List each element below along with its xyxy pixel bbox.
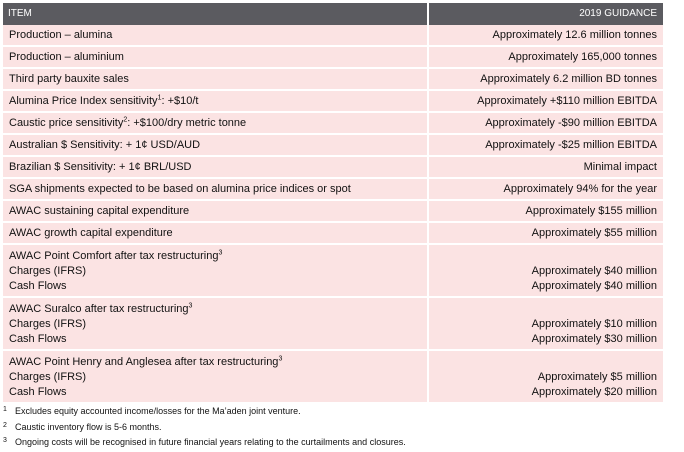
restructuring-row — [3, 245, 663, 298]
row-item-text: Caustic price sensitivity — [9, 117, 124, 129]
table-row — [3, 69, 663, 91]
restructuring-title-text: AWAC Point Comfort after tax restructuring — [9, 250, 219, 262]
restructuring-values — [429, 298, 663, 349]
row-value: Approximately $155 million — [429, 201, 663, 221]
row-item: AWAC sustaining capital expenditure — [3, 201, 427, 221]
footnote-number: 3 — [3, 437, 7, 444]
restructuring-labels — [3, 298, 427, 349]
restructuring-values — [429, 245, 663, 296]
table-row — [3, 201, 663, 223]
footnote-text: Ongoing costs will be recognised in future financial years relating to the curtailments and closures. — [15, 437, 406, 447]
row-item: Brazilian $ Sensitivity: + 1¢ BRL/USD — [3, 157, 427, 177]
footnote-ref: 3 — [218, 249, 223, 257]
cash-flows-value: Approximately $20 million — [531, 386, 657, 398]
header-item: ITEM — [3, 3, 427, 25]
restructuring-title — [9, 302, 421, 317]
table-row — [3, 223, 663, 245]
cash-flows-label: Cash Flows — [9, 280, 67, 292]
restructuring-labels — [3, 245, 427, 296]
restructuring-values — [429, 351, 663, 402]
footnote-ref: 2 — [123, 116, 128, 124]
row-value: Minimal impact — [429, 157, 663, 177]
charges-label: Charges (IFRS) — [9, 318, 87, 330]
row-item: Production – aluminium — [3, 47, 427, 67]
row-value: Approximately 165,000 tonnes — [429, 47, 663, 67]
restructuring-title-text: AWAC Point Henry and Anglesea after tax restructuring — [9, 356, 279, 368]
table-row — [3, 113, 663, 135]
table-row — [3, 25, 663, 47]
row-item — [3, 113, 427, 133]
cash-flows-value: Approximately $40 million — [531, 280, 657, 292]
table-row — [3, 135, 663, 157]
restructuring-title-text: AWAC Suralco after tax restructuring — [9, 303, 189, 315]
footnote-ref: 3 — [278, 355, 283, 363]
row-value: Approximately +$110 million EBITDA — [429, 91, 663, 111]
row-value: Approximately $55 million — [429, 223, 663, 243]
table-row — [3, 91, 663, 113]
footnote-text: Caustic inventory flow is 5-6 months. — [15, 421, 162, 432]
row-item: Australian $ Sensitivity: + 1¢ USD/AUD — [3, 135, 427, 155]
table-row — [3, 47, 663, 69]
footnote — [3, 435, 406, 451]
restructuring-row — [3, 298, 663, 351]
row-item-tail: : +$10/t — [161, 95, 199, 107]
row-item-tail: : +$100/dry metric tonne — [127, 117, 247, 129]
restructuring-row — [3, 351, 663, 404]
restructuring-title — [9, 355, 421, 370]
row-value: Approximately 6.2 million BD tonnes — [429, 69, 663, 89]
row-item — [3, 91, 427, 111]
row-item: Production – alumina — [3, 25, 427, 45]
charges-value: Approximately $10 million — [531, 318, 657, 330]
cash-flows-label: Cash Flows — [9, 333, 67, 345]
footnote-number: 1 — [3, 406, 7, 413]
footnote-ref: 3 — [188, 302, 193, 310]
row-item: AWAC growth capital expenditure — [3, 223, 427, 243]
row-item: SGA shipments expected to be based on alumina price indices or spot — [3, 179, 427, 199]
row-value: Approximately -$90 million EBITDA — [429, 113, 663, 133]
row-value: Approximately 12.6 million tonnes — [429, 25, 663, 45]
footnote-ref: 1 — [157, 94, 162, 102]
table-row — [3, 157, 663, 179]
restructuring-title — [9, 249, 421, 264]
row-value: Approximately -$25 million EBITDA — [429, 135, 663, 155]
footnote — [3, 404, 406, 420]
row-item: Third party bauxite sales — [3, 69, 427, 89]
cash-flows-value: Approximately $30 million — [531, 333, 657, 345]
charges-label: Charges (IFRS) — [9, 371, 87, 383]
header-guidance: 2019 GUIDANCE — [429, 3, 663, 25]
charges-label: Charges (IFRS) — [9, 265, 87, 277]
footnote-number: 2 — [3, 421, 7, 429]
row-item-text: Alumina Price Index sensitivity — [9, 95, 158, 107]
footnote — [3, 420, 406, 436]
footnote-text: Excludes equity accounted income/losses for the Ma’aden joint venture. — [15, 406, 301, 416]
row-value: Approximately 94% for the year — [429, 179, 663, 199]
charges-value: Approximately $40 million — [531, 265, 657, 277]
table-header — [3, 3, 663, 25]
table-row — [3, 179, 663, 201]
charges-value: Approximately $5 million — [537, 371, 657, 383]
guidance-table — [3, 3, 663, 404]
footnotes — [3, 404, 406, 451]
cash-flows-label: Cash Flows — [9, 386, 67, 398]
restructuring-labels — [3, 351, 427, 402]
